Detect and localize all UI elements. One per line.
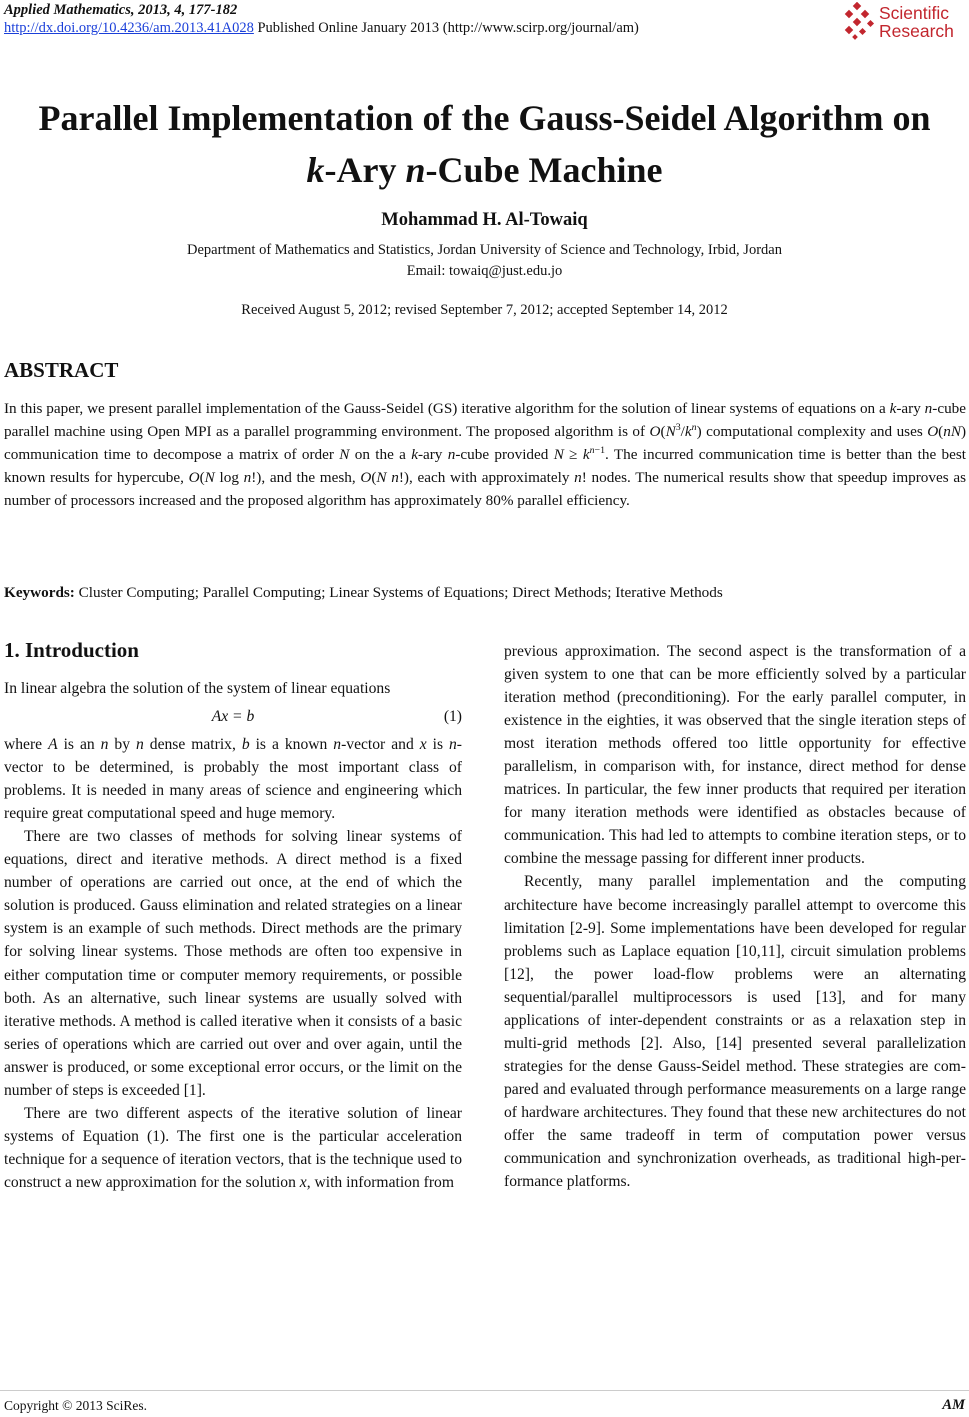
abstract-body: In this paper, we present parallel implementation of the Gauss-Seidel (GS) iterative algorithm for the solution of linear systems of equations on a k-ary n-cube parallel machine using Open MPI as a parallel programming environment. The proposed algorithm is of $O(N^3/k^n)$ computational complexity and uses O(nN) communication time to decompose a matrix of order N on the a k-ary n-cube provided $N \ge k^{n-1}$. The incurred communication time is better than the best known results for hypercube, O(N log n!), and the mesh, O(N n!), each with approximately n! nodes. The numerical results show that speedup improves as number of processors increased and the proposed algorithm has approximately 80% parallel efficiency. (4, 400, 967, 509)
doi-link[interactable]: http://dx.doi.org/10.4236/am.2013.41A028 (4, 20, 254, 36)
publication-info (4, 20, 639, 37)
scientific-research-logo (841, 2, 963, 44)
author-affiliation (0, 240, 969, 282)
right-column (504, 640, 966, 1193)
footer-journal-abbr: AM (942, 1397, 965, 1413)
equation-number: (1) (443, 708, 462, 726)
logo-line-2: Research (879, 21, 954, 41)
intro-paragraph-2: where A is an n by n dense matrix, b is a known n-vector and x is n-vector to be determined, is probably the most important class of problems. It is needed in many areas of science and engineering which require great computational speed and huge memory. (4, 736, 462, 823)
author-email: Email: towaiq@just.edu.jo (406, 263, 563, 279)
logo-text (879, 4, 954, 40)
keywords-label: Keywords: (4, 584, 75, 601)
left-column (4, 677, 462, 1194)
intro-paragraph-6: Recently, many parallel implementation and the computing architecture have become increasingly parallel attempt to overcome this limitation [2-9]. Some implementations have been developed for regular problems such as Laplace equation [10,11], circuit simulation problems [12], the power load-flow problems were an alternating sequential/parallel multiprocessors is used [13], and for many applications of inter-dependent constraints or as a relaxation step in multi-grid methods [2]. Also, [14] presented several parallelization strategies for the dense Gauss-Seidel method. These strategies are compared and evaluated through performance measurements on a large range of hardware architectures. They found that these new architectures do not offer the same tradeoff in term of computation power versus communication and synchronization overheads, as traditional high-performance platforms. (504, 873, 966, 1191)
intro-paragraph-1: In linear algebra the solution of the system of linear equations (4, 680, 391, 697)
author-name: Mohammad H. Al-Towaiq (381, 210, 588, 230)
title-line-2: k-Ary n-Cube Machine (306, 150, 663, 190)
section-heading-introduction: 1. Introduction (4, 638, 139, 662)
keywords (4, 582, 966, 604)
equation-1 (4, 700, 462, 733)
footer-divider (0, 1390, 969, 1391)
logo-mark-icon (841, 2, 877, 42)
affiliation-text: Department of Mathematics and Statistics, Jordan University of Science and Technology, Irbid, Jordan (187, 242, 782, 258)
footer-copyright: Copyright © 2013 SciRes. (4, 1398, 148, 1413)
journal-volume: , 2013, 4, 177-182 (130, 2, 238, 18)
title-line-1: Parallel Implementation of the Gauss-Seidel Algorithm on (38, 98, 931, 138)
journal-name: Applied Mathematics (4, 2, 131, 18)
intro-paragraph-5: previous approximation. The second aspect is the transformation of a given system to one that can be more efficiently solved by a particular iteration method (preconditioning). For the early parallel computer, in existence in the eighties, it was observed that the single iteration steps of most iteration methods offered too little opportunity for effective parallelism, in comparison with, for instance, direct method for dense matrices. In particular, the few inner products that required per iteration for many iteration methods were identified as obstacles because of communication. This had led to attempts to combine iteration steps, or to combine the message passing for different inner products. (504, 643, 966, 868)
received-dates: Received August 5, 2012; revised September 7, 2012; accepted September 14, 2012 (241, 302, 728, 318)
journal-citation (4, 2, 237, 19)
intro-paragraph-4: There are two different aspects of the iterative solution of linear systems of Equation (1). The first one is the particular acceleration technique for a sequence of iteration vectors, that is the technique used to construct a new approximation for the solution x, with information from (4, 1104, 462, 1191)
intro-paragraph-3: There are two classes of methods for solving linear systems of equations, direct and iterative methods. A direct method is a fixed number of operations are carried out once, at the end of which the solution is produced. Gauss elimination and related strategies on a linear system is an example of such methods. Direct methods are the primary for solving linear systems. Those methods are often too expensive in either computation time or computer memory requirements, or possible both. As an alternative, such linear systems are usually solved with iterative methods. A method is called iterative when it consists of a basic series of operations which are carried out over and over again, until the answer is produced, or some exceptional error occurs, or the limit on the number of steps is exceeded [1]. (4, 828, 462, 1099)
published-note: Published Online January 2013 (http://www.scirp.org/journal/am) (253, 20, 639, 36)
logo-line-1: Scientific (879, 3, 950, 23)
abstract-heading: ABSTRACT (4, 358, 119, 382)
keywords-list: Cluster Computing; Parallel Computing; Linear Systems of Equations; Direct Methods; Iterative Methods (74, 584, 723, 601)
equation-body: Ax = b (211, 708, 255, 726)
paper-title (0, 92, 969, 196)
